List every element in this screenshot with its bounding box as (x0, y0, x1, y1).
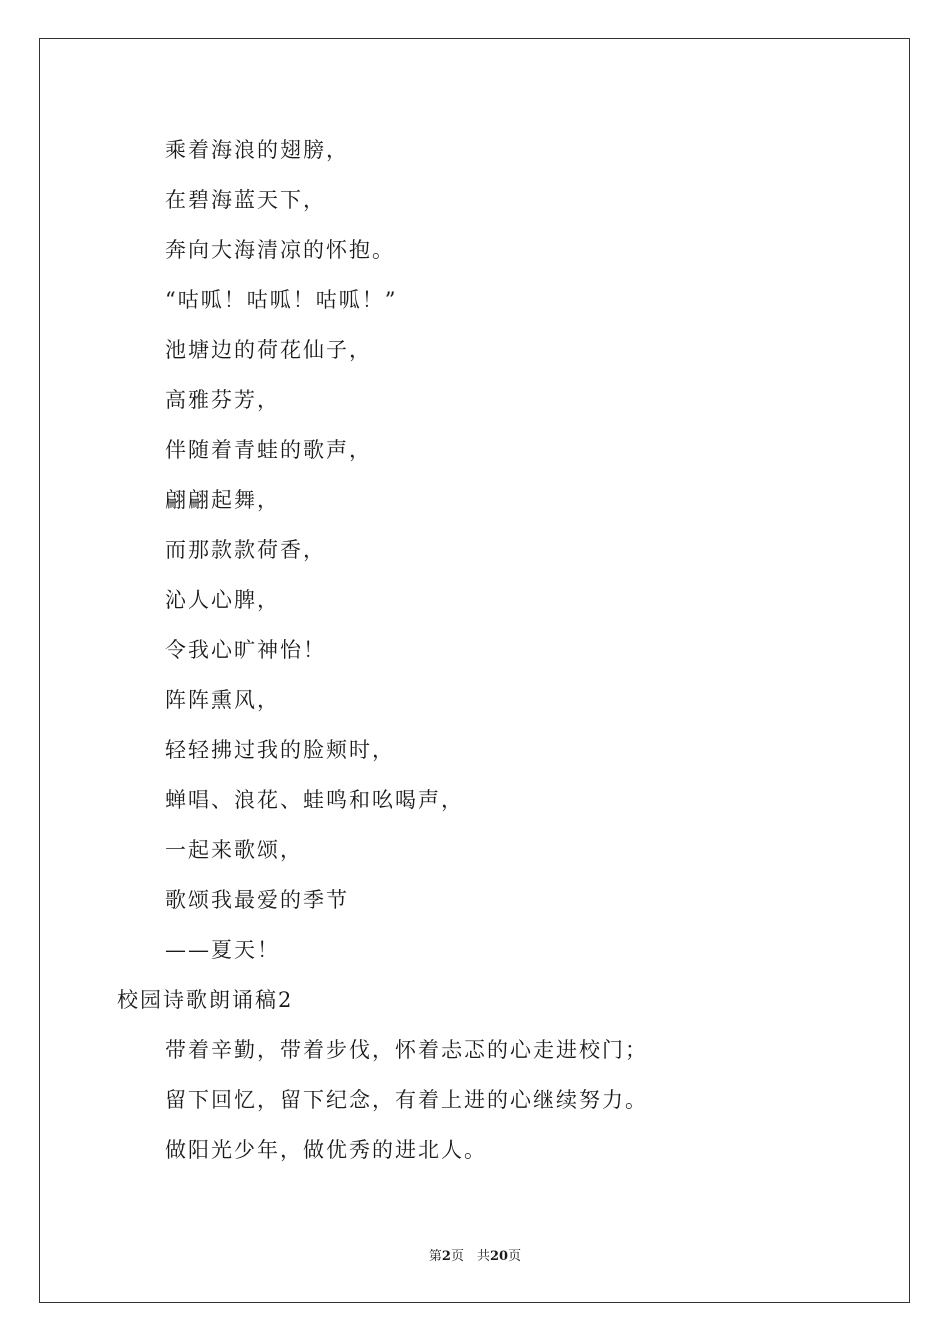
poem-line: 轻轻拂过我的脸颊时， (165, 738, 395, 762)
poem-line: 乘着海浪的翅膀， (165, 138, 349, 162)
section-line: 做阳光少年，做优秀的进北人。 (165, 1138, 487, 1162)
poem-line: 沁人心脾， (165, 588, 280, 612)
poem-line: 伴随着青蛙的歌声， (165, 438, 372, 462)
footer-middle: 页 共 (450, 1249, 490, 1264)
poem-line: 阵阵熏风， (165, 688, 280, 712)
poem-line: 一起来歌颂， (165, 838, 303, 862)
page-border (39, 38, 910, 1303)
poem-line: 高雅芬芳， (165, 388, 280, 412)
poem-line: 在碧海蓝天下， (165, 188, 326, 212)
section-title: 校园诗歌朗诵稿2 (117, 988, 294, 1012)
poem-line: 翩翩起舞， (165, 488, 280, 512)
poem-line: 而那款款荷香， (165, 538, 326, 562)
poem-line: 池塘边的荷花仙子， (165, 338, 372, 362)
total-page-count: 20 (489, 1249, 509, 1264)
poem-line: 令我心旷神怡！ (165, 638, 326, 662)
footer-suffix: 页 (508, 1249, 522, 1264)
poem-line: “咕呱！咕呱！咕呱！” (165, 288, 398, 312)
poem-line: 歌颂我最爱的季节 (165, 888, 349, 912)
page-footer (0, 1248, 950, 1266)
poem-line: 奔向大海清凉的怀抱。 (165, 238, 395, 262)
current-page-number: 2 (441, 1249, 451, 1264)
section-line: 留下回忆，留下纪念，有着上进的心继续努力。 (165, 1088, 648, 1112)
section-line: 带着辛勤，带着步伐，怀着忐忑的心走进校门； (165, 1038, 648, 1062)
poem-line: ——夏天！ (165, 938, 280, 962)
poem-line: 蝉唱、浪花、蛙鸣和吆喝声， (165, 788, 464, 812)
footer-prefix: 第 (428, 1249, 442, 1264)
